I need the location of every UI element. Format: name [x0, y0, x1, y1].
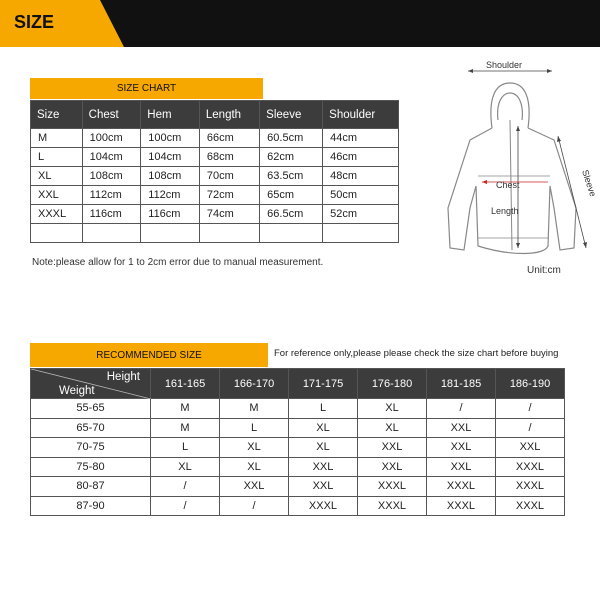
weight-header: Weight: [59, 385, 95, 397]
table-cell: 74cm: [199, 205, 259, 224]
jacket-outline-icon: [448, 83, 576, 254]
size-cell: XXL: [427, 438, 496, 458]
size-cell: XL: [289, 438, 358, 458]
sleeve-label: Sleeve: [580, 168, 599, 198]
size-cell: XXL: [220, 477, 289, 497]
size-chart-col-header: Chest: [82, 101, 141, 129]
table-cell: 46cm: [323, 148, 399, 167]
weight-cell: 70-75: [31, 438, 151, 458]
header-bar: [0, 0, 600, 47]
weight-cell: 87-90: [31, 496, 151, 516]
size-cell: /: [496, 418, 565, 438]
size-cell: /: [151, 477, 220, 497]
size-cell: XL: [220, 438, 289, 458]
table-row: [31, 129, 399, 148]
table-cell: 44cm: [323, 129, 399, 148]
size-cell: M: [151, 399, 220, 419]
table-cell: 66cm: [199, 129, 259, 148]
size-cell: M: [151, 418, 220, 438]
table-cell: 48cm: [323, 167, 399, 186]
size-cell: XXXL: [496, 457, 565, 477]
recommended-size-label: RECOMMENDED SIZE: [30, 343, 268, 367]
size-chart-table: [30, 100, 399, 243]
table-cell: [199, 224, 259, 243]
table-cell: 104cm: [82, 148, 141, 167]
size-cell: XXXL: [427, 477, 496, 497]
size-cell: XXXL: [289, 496, 358, 516]
height-header: Height: [106, 371, 140, 383]
table-cell: 108cm: [82, 167, 141, 186]
table-cell: 65cm: [260, 186, 323, 205]
table-cell: [323, 224, 399, 243]
height-col-header: 186-190: [496, 369, 565, 399]
table-row: [31, 477, 565, 497]
table-row: [31, 496, 565, 516]
table-cell: 100cm: [141, 129, 200, 148]
size-cell: L: [151, 438, 220, 458]
table-row: [31, 418, 565, 438]
table-row: [31, 205, 399, 224]
size-cell: /: [220, 496, 289, 516]
table-row: [31, 224, 399, 243]
size-cell: XXXL: [496, 477, 565, 497]
size-cell: XXXL: [427, 496, 496, 516]
table-cell: [31, 224, 83, 243]
size-chart-col-header: Hem: [141, 101, 200, 129]
size-cell: XXL: [427, 418, 496, 438]
table-cell: 68cm: [199, 148, 259, 167]
table-cell: XXXL: [31, 205, 83, 224]
table-cell: 62cm: [260, 148, 323, 167]
table-row: [31, 399, 565, 419]
size-chart-header-row: [31, 101, 399, 129]
reference-note: For reference only,please please check the size chart before buying: [274, 348, 559, 359]
table-cell: XXL: [31, 186, 83, 205]
height-weight-corner: [31, 369, 151, 399]
table-cell: [260, 224, 323, 243]
table-cell: [141, 224, 200, 243]
weight-cell: 55-65: [31, 399, 151, 419]
shoulder-label: Shoulder: [486, 60, 523, 70]
table-cell: L: [31, 148, 83, 167]
recommended-size-table: [30, 368, 565, 516]
size-cell: XL: [151, 457, 220, 477]
measurement-note: Note:please allow for 1 to 2cm error due to manual measurement.: [32, 257, 324, 268]
size-cell: L: [220, 418, 289, 438]
size-cell: XXL: [358, 457, 427, 477]
size-cell: XXL: [427, 457, 496, 477]
table-row: [31, 167, 399, 186]
table-cell: 116cm: [82, 205, 141, 224]
size-cell: XXXL: [358, 477, 427, 497]
size-cell: L: [289, 399, 358, 419]
size-cell: XL: [220, 457, 289, 477]
table-row: [31, 148, 399, 167]
chest-label: Chest: [496, 180, 520, 190]
height-col-header: 176-180: [358, 369, 427, 399]
size-cell: XXL: [289, 477, 358, 497]
size-cell: XXXL: [496, 496, 565, 516]
size-chart-label: SIZE CHART: [30, 78, 263, 99]
table-cell: 66.5cm: [260, 205, 323, 224]
size-cell: M: [220, 399, 289, 419]
table-cell: 112cm: [82, 186, 141, 205]
table-row: [31, 438, 565, 458]
weight-cell: 80-87: [31, 477, 151, 497]
height-col-header: 181-185: [427, 369, 496, 399]
page-title: SIZE: [14, 12, 55, 32]
recommended-header-row: [31, 369, 565, 399]
weight-cell: 75-80: [31, 457, 151, 477]
size-cell: /: [496, 399, 565, 419]
size-cell: /: [151, 496, 220, 516]
table-cell: 70cm: [199, 167, 259, 186]
size-chart-col-header: Sleeve: [260, 101, 323, 129]
weight-cell: 65-70: [31, 418, 151, 438]
size-cell: XXXL: [358, 496, 427, 516]
table-row: [31, 186, 399, 205]
height-col-header: 161-165: [151, 369, 220, 399]
size-cell: XXL: [358, 438, 427, 458]
table-cell: 50cm: [323, 186, 399, 205]
size-cell: XL: [358, 418, 427, 438]
unit-label: Unit:cm: [527, 265, 561, 276]
size-cell: XXL: [496, 438, 565, 458]
table-cell: 72cm: [199, 186, 259, 205]
jacket-measurement-diagram: [440, 58, 600, 258]
size-cell: XL: [289, 418, 358, 438]
table-cell: [82, 224, 141, 243]
table-cell: 108cm: [141, 167, 200, 186]
table-cell: 104cm: [141, 148, 200, 167]
table-cell: 63.5cm: [260, 167, 323, 186]
size-chart-col-header: Size: [31, 101, 83, 129]
table-cell: 100cm: [82, 129, 141, 148]
size-chart-col-header: Length: [199, 101, 259, 129]
size-cell: XXL: [289, 457, 358, 477]
table-cell: XL: [31, 167, 83, 186]
table-cell: 52cm: [323, 205, 399, 224]
size-cell: /: [427, 399, 496, 419]
table-row: [31, 457, 565, 477]
height-col-header: 166-170: [220, 369, 289, 399]
size-cell: XL: [358, 399, 427, 419]
table-cell: 112cm: [141, 186, 200, 205]
table-cell: M: [31, 129, 83, 148]
height-col-header: 171-175: [289, 369, 358, 399]
length-label: Length: [491, 206, 519, 216]
table-cell: 60.5cm: [260, 129, 323, 148]
size-chart-col-header: Shoulder: [323, 101, 399, 129]
table-cell: 116cm: [141, 205, 200, 224]
sleeve-arrow: [558, 136, 586, 248]
